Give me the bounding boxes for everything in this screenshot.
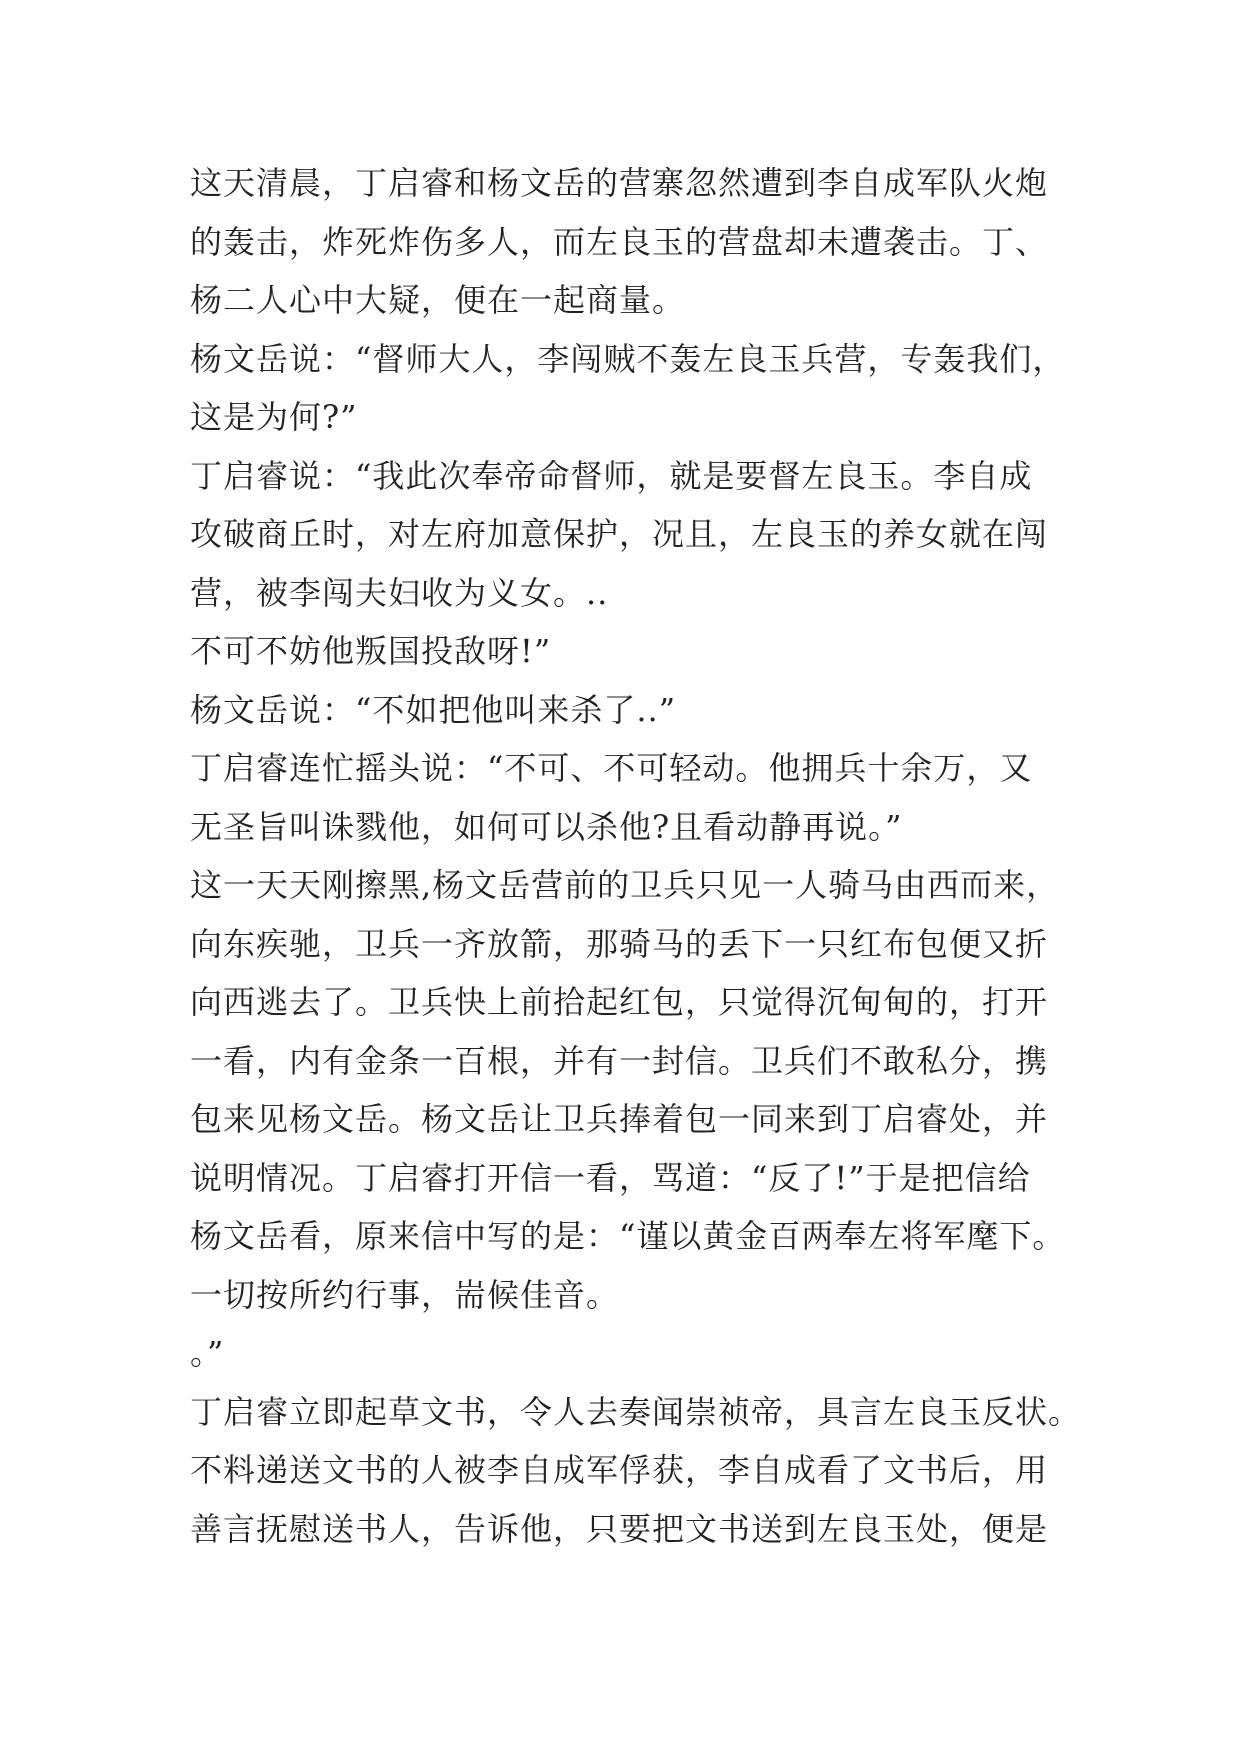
text-line: 。” (190, 1334, 225, 1372)
text-line: 营，被李闯夫妇收为义女。.. (190, 573, 609, 612)
text-line: 一切按所约行事，耑候佳音。 (190, 1275, 620, 1314)
text-line: 这天清晨，丁启睿和杨文岳的营寨忽然遭到李自成军队火炮 (190, 164, 1049, 202)
text-line: 杨文岳说：“督师大人，李闯贼不轰左良玉兵营，专轰我们， (190, 339, 1066, 378)
text-line: 向东疾驰，卫兵一齐放箭，那骑马的丢下一只红布包便又折 (190, 924, 1049, 963)
document-body (190, 154, 1150, 1558)
text-line: 丁启睿说：“我此次奉帝命督师，就是要督左良玉。李自成 (190, 456, 1033, 495)
text-line: 杨文岳看，原来信中写的是：“谨以黄金百两奉左将军麾下。 (190, 1217, 1066, 1255)
text-line: 不料递送文书的人被李自成军俘获，李自成看了文书后，用 (190, 1451, 1049, 1489)
text-line: 丁启睿立即起草文书，令人去奏闻崇祯帝，具言左良玉反状。 (190, 1392, 1082, 1431)
text-line: 包来见杨文岳。杨文岳让卫兵捧着包一同来到丁启睿处，并 (190, 1100, 1049, 1138)
text-line: 无圣旨叫诛戮他，如何可以杀他?且看动静再说。” (190, 807, 903, 846)
text-line: 向西逃去了。卫兵快上前拾起红包，只觉得沉甸甸的，打开 (190, 983, 1049, 1021)
text-line: 杨文岳说：“不如把他叫来杀了..” (190, 690, 677, 729)
text-line: 这一天天刚擦黑,杨文岳营前的卫兵只见一人骑马由西而来， (190, 866, 1060, 904)
text-line: 丁启睿连忙摇头说：“不可、不可轻动。他拥兵十余万，又 (190, 749, 1033, 787)
text-line: 说明情况。丁启睿打开信一看，骂道：“反了!”于是把信给 (190, 1158, 1031, 1197)
text-line: 的轰击，炸死炸伤多人，而左良玉的营盘却未遭袭击。丁、 (190, 222, 1049, 261)
text-line: 善言抚慰送书人，告诉他，只要把文书送到左良玉处，便是 (190, 1509, 1049, 1548)
text-line: 攻破商丘时，对左府加意保护，况且，左良玉的养女就在闯 (190, 515, 1049, 553)
text-line: 这是为何?” (190, 398, 358, 436)
text-line: 一看，内有金条一百根，并有一封信。卫兵们不敢私分，携 (190, 1041, 1049, 1080)
text-line: 杨二人心中大疑，便在一起商量。 (190, 281, 686, 319)
text-line: 不可不妨他叛国投敌呀!” (190, 632, 552, 670)
